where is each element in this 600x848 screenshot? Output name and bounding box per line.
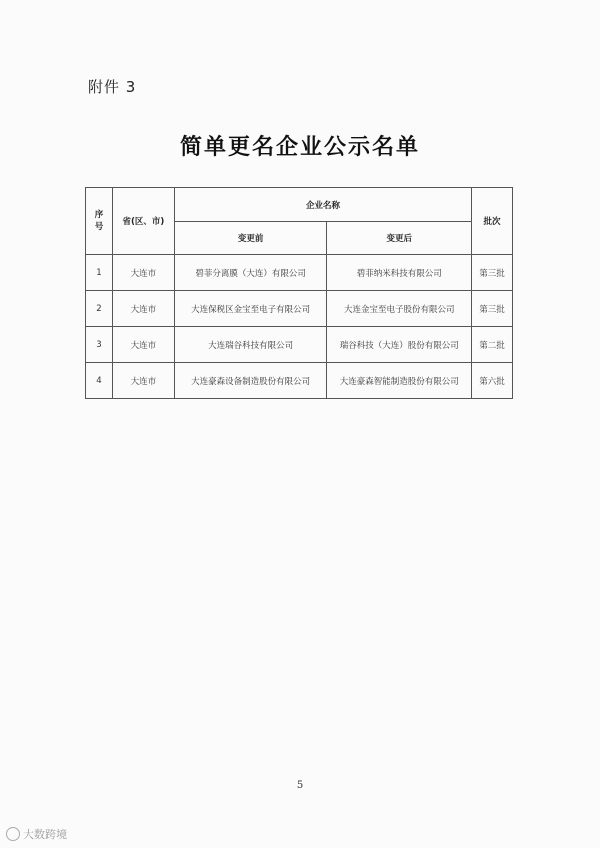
watermark-text: 大数跨境	[23, 828, 67, 841]
table-row	[86, 255, 513, 291]
header-seq: 序号	[86, 188, 113, 255]
cell-region: 大连市	[112, 291, 174, 327]
page-title: 简单更名企业公示名单	[179, 134, 420, 160]
cell-before: 大连豪森设备制造股份有限公司	[174, 363, 327, 399]
cell-region: 大连市	[112, 327, 174, 363]
header-batch: 批次	[472, 188, 513, 255]
cell-after: 大连金宝至电子股份有限公司	[327, 291, 472, 327]
table-row	[86, 291, 513, 327]
company-rename-table	[85, 187, 513, 399]
header-region: 省(区、市)	[112, 188, 174, 255]
table-row	[86, 363, 513, 399]
watermark	[6, 826, 67, 842]
cell-seq: 2	[86, 291, 113, 327]
cell-batch: 第三批	[472, 291, 513, 327]
header-before: 变更前	[174, 222, 327, 255]
cell-before: 大连保税区金宝至电子有限公司	[174, 291, 327, 327]
cell-seq: 3	[86, 327, 113, 363]
cell-after: 瑞谷科技（大连）股份有限公司	[327, 327, 472, 363]
cell-after: 碧菲纳米科技有限公司	[327, 255, 472, 291]
cell-batch: 第六批	[472, 363, 513, 399]
header-after: 变更后	[327, 222, 472, 255]
cell-seq: 4	[86, 363, 113, 399]
cell-batch: 第三批	[472, 255, 513, 291]
header-company-name: 企业名称	[174, 188, 471, 222]
attachment-label: 附件 3	[88, 78, 137, 96]
watermark-logo-icon	[6, 827, 20, 841]
cell-seq: 1	[86, 255, 113, 291]
cell-batch: 第二批	[472, 327, 513, 363]
cell-before: 碧菲分离膜（大连）有限公司	[174, 255, 327, 291]
cell-before: 大连瑞谷科技有限公司	[174, 327, 327, 363]
cell-region: 大连市	[112, 363, 174, 399]
page-number: 5	[296, 780, 304, 791]
cell-region: 大连市	[112, 255, 174, 291]
cell-after: 大连豪森智能制造股份有限公司	[327, 363, 472, 399]
table-row	[86, 327, 513, 363]
